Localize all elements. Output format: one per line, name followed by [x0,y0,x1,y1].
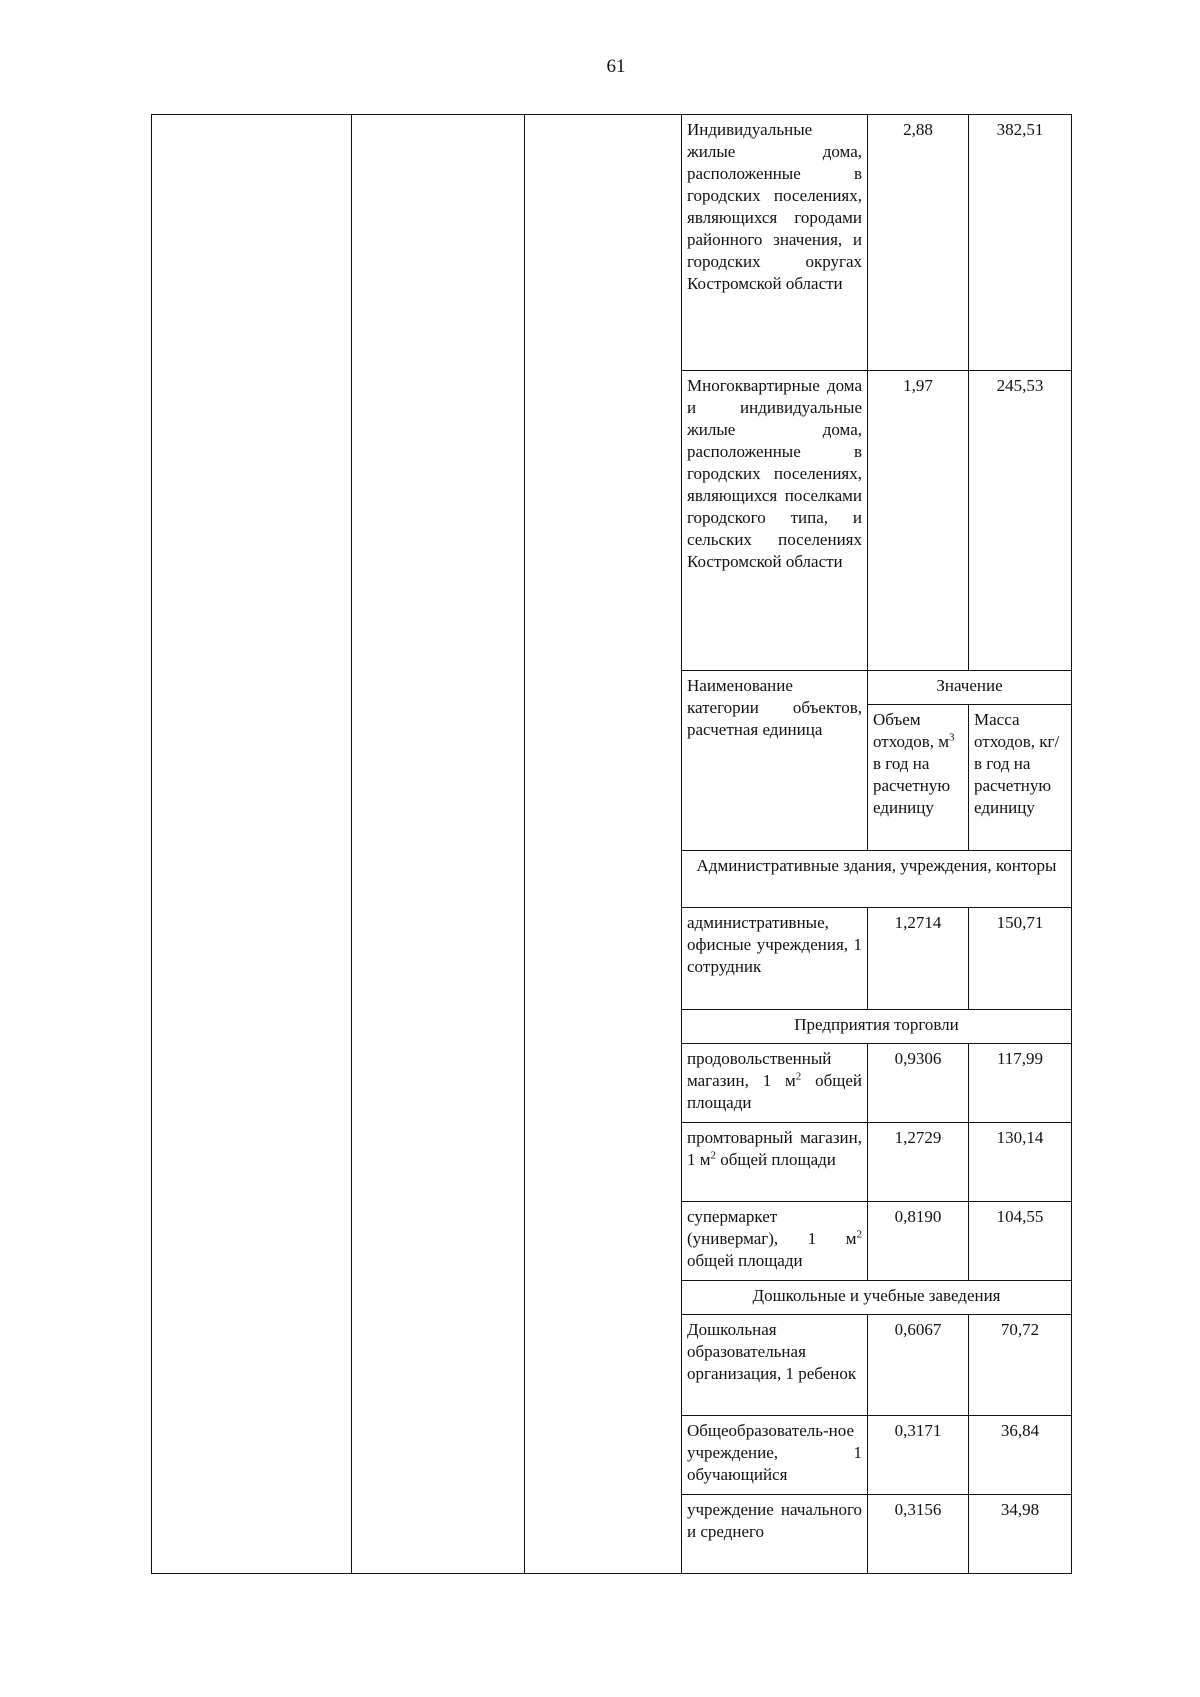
category-label: промтоварный магазин, 1 $м^2$ общей площади [682,1123,868,1202]
mass-value: 34,98 [969,1495,1072,1574]
mass-value: 130,14 [969,1123,1072,1202]
volume-value: 0,3171 [868,1416,969,1495]
category-label: учреждение начального и среднего [682,1495,868,1574]
header-value: Значение [868,671,1072,705]
empty-column-3 [525,115,682,1574]
category-label: административные, офисные учреждения, 1 сотрудник [682,908,868,1010]
volume-value: 0,3156 [868,1495,969,1574]
header-category-name: Наименование категории объектов, расчетная единица [682,671,868,851]
section-title-admin: Административные здания, учреждения, конторы [682,851,1072,908]
section-title-schools: Дошкольные и учебные заведения [682,1281,1072,1315]
header-mass: Масса отходов, кг/ в год на расчетную единицу [969,705,1072,851]
mass-value: 245,53 [969,371,1072,671]
category-label: продовольственный магазин, 1 $м^2$ общей площади [682,1044,868,1123]
waste-norms-table [151,114,1072,1574]
empty-column-1 [152,115,352,1574]
mass-value: 117,99 [969,1044,1072,1123]
mass-value: 104,55 [969,1202,1072,1281]
volume-value: 1,97 [868,371,969,671]
page-number: 61 [606,56,626,77]
header-volume: Объем отходов, $м^3$ в год на расчетную единицу [868,705,969,851]
volume-value: 1,2714 [868,908,969,1010]
mass-value: 70,72 [969,1315,1072,1416]
mass-value: 382,51 [969,115,1072,371]
volume-value: 1,2729 [868,1123,969,1202]
volume-value: 0,8190 [868,1202,969,1281]
empty-column-2 [352,115,525,1574]
volume-value: 0,9306 [868,1044,969,1123]
category-label: Дошкольная образовательная организация, 1 ребенок [682,1315,868,1416]
volume-value: 2,88 [868,115,969,371]
category-label: Многоквартирные дома и индивидуальные жилые дома, расположенные в городских поселениях, являющихся поселками городского типа, и сельских поселениях Костромской области [682,371,868,671]
category-label: Общеобразователь-ное учреждение, 1 обучающийся [682,1416,868,1495]
mass-value: 150,71 [969,908,1072,1010]
table-row [152,115,1072,371]
volume-value: 0,6067 [868,1315,969,1416]
mass-value: 36,84 [969,1416,1072,1495]
category-label: супермаркет (универмаг), 1 $м^2$ общей площади [682,1202,868,1281]
category-label: Индивидуальные жилые дома, расположенные в городских поселениях, являющихся городами районного значения, и городских округах Костромской области [682,115,868,371]
section-title-trade: Предприятия торговли [682,1010,1072,1044]
